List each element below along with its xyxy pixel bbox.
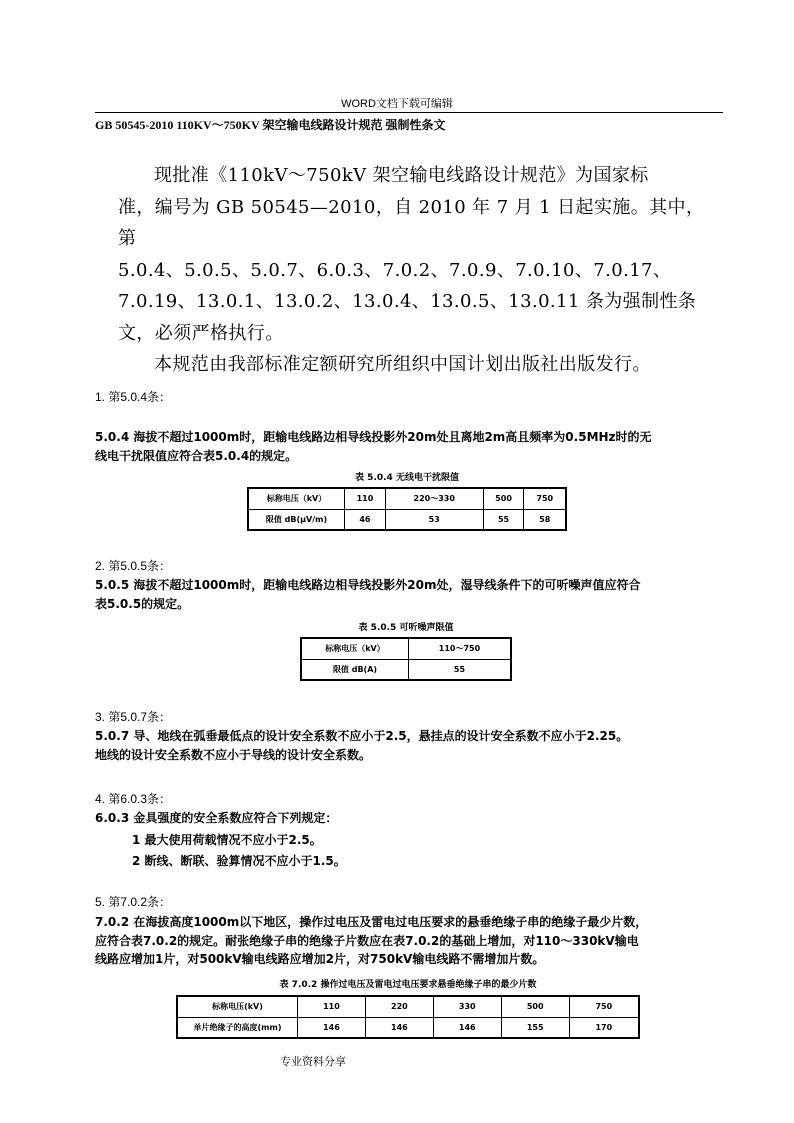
table-cell: 110～750 xyxy=(409,638,512,659)
clause-line: 7.0.2 在海拔高度1000m以下地区，操作过电压及雷电过电压要求的悬垂绝缘子串的绝缘子最少片数， xyxy=(95,915,648,929)
announcement-line: 现批准《110kV～750kV 架空输电线路设计规范》为国家标 xyxy=(154,165,649,186)
table-7-0-2-caption: 表 7.0.2 操作过电压及雷电过电压要求悬垂绝缘子串的最少片数 xyxy=(279,980,537,990)
table-cell: 750 xyxy=(524,488,566,509)
table-5-0-4-caption: 表 5.0.4 无线电干扰限值 xyxy=(355,473,459,483)
clause-5-0-5-text xyxy=(95,576,640,613)
table-row xyxy=(177,1017,639,1038)
table-row xyxy=(248,509,566,530)
section-heading-6-0-3: 4. 第6.0.3条： xyxy=(95,792,172,806)
table-7-0-2 xyxy=(176,995,640,1039)
table-cell: 170 xyxy=(569,1017,639,1038)
clause-line: 应符合表7.0.2的规定。耐张绝缘子串的绝缘子片数应在表7.0.2的基础上增加，对110～330kV输电 xyxy=(95,933,639,948)
table-cell: 53 xyxy=(385,509,483,530)
header-divider xyxy=(95,112,723,113)
table-cell: 58 xyxy=(524,509,566,530)
table-cell: 55 xyxy=(409,659,512,680)
table-cell: 标称电压(kV) xyxy=(177,996,298,1017)
table-cell: 750 xyxy=(569,996,639,1017)
table-row xyxy=(177,996,639,1017)
announcement-line: 准，编号为 GB 50545—2010，自 2010 年 7 月 1 日起实施。其中，第 xyxy=(118,196,705,249)
table-cell: 330 xyxy=(433,996,501,1017)
table-cell: 155 xyxy=(501,1017,569,1038)
clause-line: 表5.0.5的规定。 xyxy=(95,596,190,611)
section-heading-7-0-2: 5. 第7.0.2条： xyxy=(95,895,172,909)
table-cell: 55 xyxy=(483,509,524,530)
announcement-block xyxy=(118,160,718,381)
table-cell: 110 xyxy=(298,996,366,1017)
table-row xyxy=(248,488,566,509)
table-cell: 500 xyxy=(483,488,524,509)
table-cell: 220 xyxy=(365,996,433,1017)
list-item: 2 断线、断联、验算情况不应小于1.5。 xyxy=(132,854,346,868)
clause-5-0-4-text xyxy=(95,428,652,465)
table-5-0-5 xyxy=(300,637,512,681)
table-cell: 标称电压（kV） xyxy=(248,488,345,509)
list-item: 1 最大使用荷载情况不应小于2.5。 xyxy=(132,833,322,847)
section-heading-5-0-7: 3. 第5.0.7条： xyxy=(95,710,172,724)
table-cell: 500 xyxy=(501,996,569,1017)
clause-7-0-2-text xyxy=(95,913,647,969)
clause-line: 线电干扰限值应符合表5.0.4的规定。 xyxy=(95,448,298,463)
table-cell: 146 xyxy=(365,1017,433,1038)
table-cell: 限值 dB(A) xyxy=(301,659,409,680)
section-heading-5-0-4: 1. 第5.0.4条： xyxy=(95,390,172,404)
clause-line: 5.0.7 导、地线在弧垂最低点的设计安全系数不应小于2.5，悬挂点的设计安全系数不应小于2.25。 xyxy=(95,729,629,743)
table-cell: 146 xyxy=(298,1017,366,1038)
announcement-line: 7.0.19、13.0.1、13.0.2、13.0.4、13.0.5、13.0.11 条为强制性条 xyxy=(118,291,697,312)
announcement-line: 5.0.4、5.0.5、5.0.7、6.0.3、7.0.2、7.0.9、7.0.10、7.0.17、 xyxy=(118,259,672,281)
table-cell: 标称电压（kV） xyxy=(301,638,409,659)
table-cell: 单片绝缘子的高度(mm) xyxy=(177,1017,298,1038)
clause-6-0-3-text: 6.0.3 金具强度的安全系数应符合下列规定： xyxy=(95,811,338,825)
table-cell: 46 xyxy=(345,509,386,530)
table-5-0-4 xyxy=(247,487,567,531)
table-cell: 146 xyxy=(433,1017,501,1038)
section-heading-5-0-5: 2. 第5.0.5条： xyxy=(95,559,172,573)
table-cell: 110 xyxy=(345,488,386,509)
table-cell: 限值 dB(μV/m) xyxy=(248,509,345,530)
page-header: WORD文档下载可编辑 xyxy=(341,98,453,110)
announcement-line: 本规范由我部标准定额研究所组织中国计划出版社出版发行。 xyxy=(154,354,651,375)
table-5-0-5-caption: 表 5.0.5 可听噪声限值 xyxy=(358,623,454,633)
clause-line: 5.0.5 海拔不超过1000m时，距输电线路边相导线投影外20m处，湿导线条件下的可听噪声值应符合 xyxy=(95,578,641,592)
table-row xyxy=(301,638,511,659)
page-footer: 专业资料分享 xyxy=(280,1056,346,1068)
document-title: GB 50545-2010 110KV～750KV 架空输电线路设计规范 强制性条文 xyxy=(95,118,446,132)
clause-line: 地线的设计安全系数不应小于导线的设计安全系数。 xyxy=(95,747,372,762)
clause-line: 线路应增加1片，对500kV输电线路应增加2片，对750kV输电线路不需增加片数。 xyxy=(95,952,545,966)
clause-line: 5.0.4 海拔不超过1000m时，距输电线路边相导线投影外20m处且离地2m高且频率为0.5MHz时的无 xyxy=(95,430,652,444)
table-cell: 220～330 xyxy=(385,488,483,509)
announcement-line: 文，必须严格执行。 xyxy=(118,322,284,344)
clause-5-0-7-text xyxy=(95,727,628,764)
table-row xyxy=(301,659,511,680)
